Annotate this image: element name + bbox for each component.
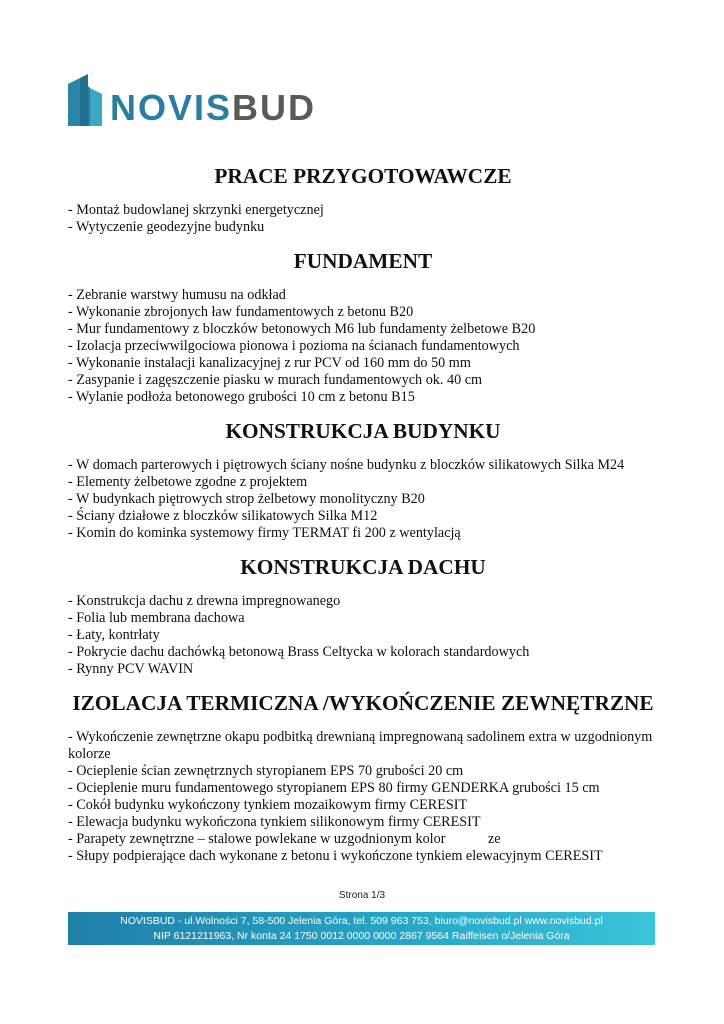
list-item: - Zebranie warstwy humusu na odkład xyxy=(68,287,286,303)
list-item: - Wytyczenie geodezyjne budynku xyxy=(68,219,265,235)
page-number: Strona 1/3 xyxy=(338,890,386,901)
section-list xyxy=(68,593,658,678)
company-logo xyxy=(68,74,316,126)
section-list xyxy=(68,202,658,236)
list-item: - Wykończenie zewnętrzne okapu podbitką drewnianą impregnowaną sadolinem extra w uzgodnionym kolorze xyxy=(68,729,653,762)
list-item: - Montaż budowlanej skrzynki energetycznej xyxy=(68,202,324,218)
list-item: - Cokół budynku wykończony tynkiem mozaikowym firmy CERESIT xyxy=(68,797,468,813)
section-title: KONSTRUKCJA DACHU xyxy=(240,555,486,579)
list-item: - Wykonanie instalacji kanalizacyjnej z rur PCV od 160 mm do 50 mm xyxy=(68,355,471,371)
list-item: - W budynkach piętrowych strop żelbetowy monolityczny B20 xyxy=(68,491,425,507)
list-item: - Łaty, kontrłaty xyxy=(68,627,160,643)
list-item: - W domach parterowych i piętrowych ściany nośne budynku z bloczków silikatowych Silka M24 xyxy=(68,457,625,473)
footer-contact-line: NOVISBUD - ul.Wolności 7, 58-500 Jelenia Góra, tel. 509 963 753, biuro@novisbud.pl www.novisbud.pl xyxy=(120,915,603,927)
list-item: - Folia lub membrana dachowa xyxy=(68,610,245,626)
list-item: - Ocieplenie muru fundamentowego styropianem EPS 80 firmy GENDERKA grubości 15 cm xyxy=(68,780,600,796)
list-item: - Wylanie podłoża betonowego grubości 10 cm z betonu B15 xyxy=(68,389,415,405)
list-item: - Ocieplenie ścian zewnętrznych styropianem EPS 70 grubości 20 cm xyxy=(68,763,464,779)
list-item: - Mur fundamentowy z bloczków betonowych M6 lub fundamenty żelbetowe B20 xyxy=(68,321,536,337)
list-item: - Izolacja przeciwwilgociowa pionowa i pozioma na ścianach fundamentowych xyxy=(68,338,520,354)
section-list xyxy=(68,287,658,406)
list-item: - Pokrycie dachu dachówką betonową Brass Celtycka w kolorach standardowych xyxy=(68,644,530,660)
footer-bank-line: NIP 6121211963, Nr konta 24 1750 0012 0000 0000 2867 9564 Raiffeisen o/Jelenia Góra xyxy=(153,930,570,942)
section-list xyxy=(68,457,658,542)
list-item: - Rynny PCV WAVIN xyxy=(68,661,194,677)
list-item: - Wykonanie zbrojonych ław fundamentowych z betonu B20 xyxy=(68,304,414,320)
list-item: - Słupy podpierające dach wykonane z betonu i wykończone tynkiem elewacyjnym CERESIT xyxy=(68,848,603,864)
section-list xyxy=(68,729,658,865)
section-title: PRACE PRZYGOTOWAWCZE xyxy=(214,164,512,188)
footer-contact-bar xyxy=(68,912,655,945)
section-title: IZOLACJA TERMICZNA /WYKOŃCZENIE ZEWNĘTRZNE xyxy=(72,691,654,715)
building-logo-icon xyxy=(68,74,104,126)
list-item: - Ściany działowe z bloczków silikatowych Silka M12 xyxy=(68,508,378,524)
list-item: - Komin do kominka systemowy firmy TERMAT fi 200 z wentylacją xyxy=(68,525,461,541)
section-title: KONSTRUKCJA BUDYNKU xyxy=(225,419,501,443)
list-item: - Zasypanie i zagęszczenie piasku w murach fundamentowych ok. 40 cm xyxy=(68,372,483,388)
list-item: - Elementy żelbetowe zgodne z projektem xyxy=(68,474,308,490)
list-item: - Parapety zewnętrzne – stalowe powlekane w uzgodnionym kolor ze xyxy=(68,831,501,847)
section-title: FUNDAMENT xyxy=(293,249,433,273)
list-item: - Elewacja budynku wykończona tynkiem silikonowym firmy CERESIT xyxy=(68,814,481,830)
list-item: - Konstrukcja dachu z drewna impregnowanego xyxy=(68,593,341,609)
document-body xyxy=(68,164,658,865)
logo-wordmark: NOVISBUD xyxy=(110,87,317,128)
